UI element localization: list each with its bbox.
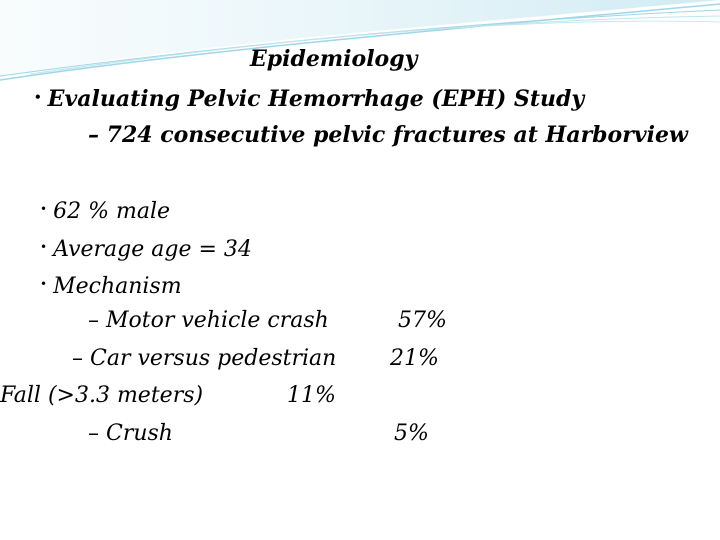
male-percent: 62 % male bbox=[53, 199, 170, 224]
bullet-marker: • bbox=[40, 277, 48, 291]
mechanism-label: Fall (>3.3 meters) bbox=[0, 383, 204, 408]
average-age: Average age = 34 bbox=[53, 237, 252, 262]
bullet-mechanism bbox=[40, 271, 182, 300]
mechanism-label: – Crush bbox=[88, 421, 173, 446]
bullet-marker: • bbox=[40, 240, 48, 254]
study-detail: – 724 consecutive pelvic fractures at Harborview bbox=[88, 122, 688, 148]
study-name: Evaluating Pelvic Hemorrhage (EPH) Study bbox=[47, 86, 585, 112]
mechanism-percent: 57% bbox=[398, 308, 447, 333]
mechanism-percent: 11% bbox=[287, 383, 336, 408]
mechanism-percent: 21% bbox=[390, 346, 439, 371]
mechanism-label: – Car versus pedestrian bbox=[72, 346, 337, 371]
mechanism-label: – Motor vehicle crash bbox=[88, 308, 329, 333]
bullet-male bbox=[40, 196, 170, 225]
mechanism-percent: 5% bbox=[394, 421, 429, 446]
header-swoosh-decoration bbox=[0, 0, 720, 90]
slide-title: Epidemiology bbox=[250, 46, 418, 72]
bullet-marker: • bbox=[34, 90, 42, 104]
mechanism-heading: Mechanism bbox=[53, 274, 182, 299]
bullet-study bbox=[34, 84, 584, 112]
bullet-marker: • bbox=[40, 202, 48, 216]
bullet-age bbox=[40, 234, 252, 263]
